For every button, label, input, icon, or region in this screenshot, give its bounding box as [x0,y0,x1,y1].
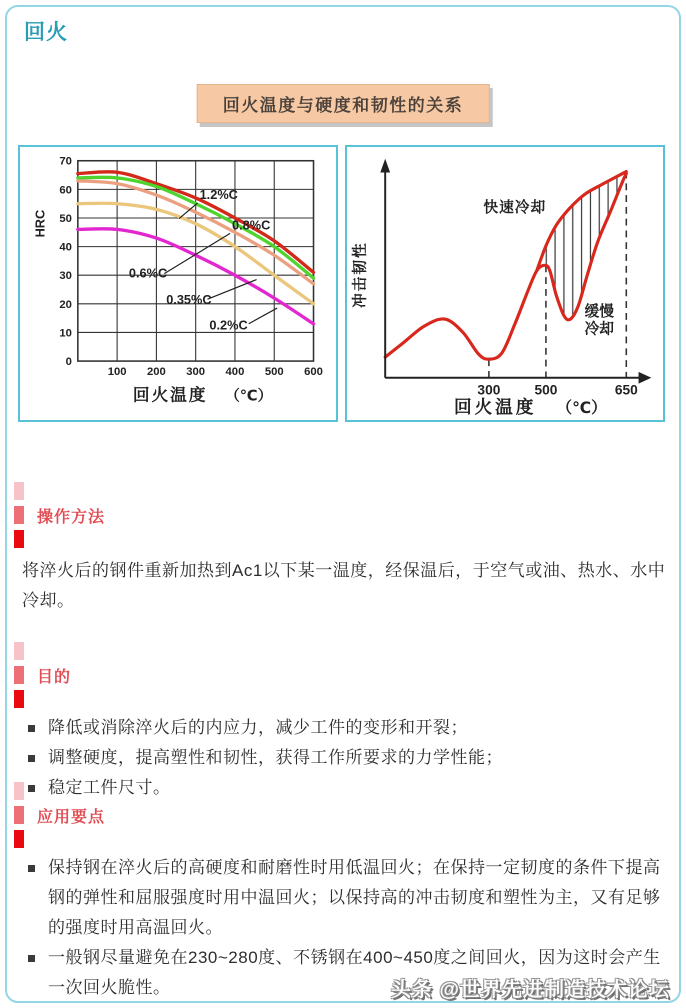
y-tick-label: 40 [59,241,72,254]
section-marker-icon [14,482,24,548]
marker-block-mid [14,506,24,524]
list-item: 稳定工件尺寸。 [28,773,668,803]
section-application-points [14,782,668,1003]
marker-block-dark [14,530,24,548]
marker-block-mid [14,666,24,684]
x-tick-label: 100 [107,365,127,378]
y-axis-arrow [380,159,390,173]
x-axis-unit: （℃） [225,388,273,405]
y-axis-label: 冲击韧性 [352,241,369,309]
figure-banner: 回火温度与硬度和韧性的关系 [197,84,490,123]
x-tick-label: 600 [304,365,323,378]
x-tick-label: 500 [264,365,284,378]
axis-tick-labels [477,382,638,397]
y-tick-label: 0 [65,356,72,369]
x-axis-unit: （℃） [556,400,607,418]
x-tick-label: 200 [146,365,166,378]
page-title: 回火 [24,21,68,44]
annotation-slow-cooling: 缓慢冷却 [584,303,614,338]
x-axis-label: 回火温度 [453,397,537,418]
y-tick-label: 70 [59,155,72,168]
section-paragraph: 将淬火后的钢件重新加热到Ac1以下某一温度，经保温后，于空气或油、热水、水中冷却。 [22,561,666,610]
marker-block-mid [14,806,24,824]
section-heading: 目的 [37,668,72,686]
x-axis-arrow [639,372,652,384]
x-tick-label: 650 [614,382,638,398]
list-item: 保持钢在淬火后的高硬度和耐磨性时用低温回火；在保持一定韧度的条件下提高钢的弹性和屈服强度时用中温回火；以保持高的冲击韧度和塑性为主，又有足够的强度时用高温回火。 [28,853,668,943]
section-header [14,642,668,708]
grid-lines [78,161,314,361]
marker-block-light [14,482,24,500]
series-label-1.2%C: 1.2%C [199,187,238,203]
marker-block-dark [14,830,24,848]
marker-block-light [14,782,24,800]
y-axis-label: HRC [32,209,48,238]
x-axis-label: 回火温度 [132,385,208,405]
series-label-0.35%C: 0.35%C [166,292,212,308]
y-tick-label: 30 [59,270,72,283]
toughness-chart-panel [345,145,665,422]
series-label-0.2%C: 0.2%C [209,317,248,333]
series-label-0.8%C: 0.8%C [232,217,271,233]
hardness-chart [20,147,336,420]
y-tick-label: 10 [59,327,72,340]
toughness-chart [347,147,663,420]
section-header [14,782,668,848]
section-purpose [14,642,668,803]
charts-row [18,145,665,422]
watermark: 头条 @世界先进制造技术论坛 [390,979,670,1001]
leader-line [207,280,256,300]
hardness-chart-panel [18,145,338,422]
leader-line [249,308,277,324]
x-tick-label: 300 [186,365,206,378]
list-item: 一般钢尽量避免在230~280度、不锈钢在400~450度之间回火，因为这时会产生一次回火脆性。 [28,943,668,1003]
marker-block-dark [14,690,24,708]
section-header [14,482,668,548]
x-tick-label: 300 [477,382,501,398]
section-heading: 操作方法 [37,508,106,526]
list-item: 降低或消除淬火后的内应力，减少工件的变形和开裂； [28,713,668,743]
list-item: 调整硬度，提高塑性和韧性，获得工作所要求的力学性能； [28,743,668,773]
marker-block-light [14,642,24,660]
section-heading: 应用要点 [37,808,106,826]
y-tick-label: 60 [59,184,72,197]
y-tick-label: 20 [59,298,72,311]
series-label-0.6%C: 0.6%C [128,265,168,281]
x-tick-label: 500 [534,382,558,398]
section-marker-icon [14,782,24,848]
annotation-fast-cooling: 快速冷却 [483,199,547,216]
section-marker-icon [14,642,24,708]
section-operation-method [14,482,668,616]
y-tick-label: 50 [59,212,72,225]
x-tick-label: 400 [225,365,245,378]
